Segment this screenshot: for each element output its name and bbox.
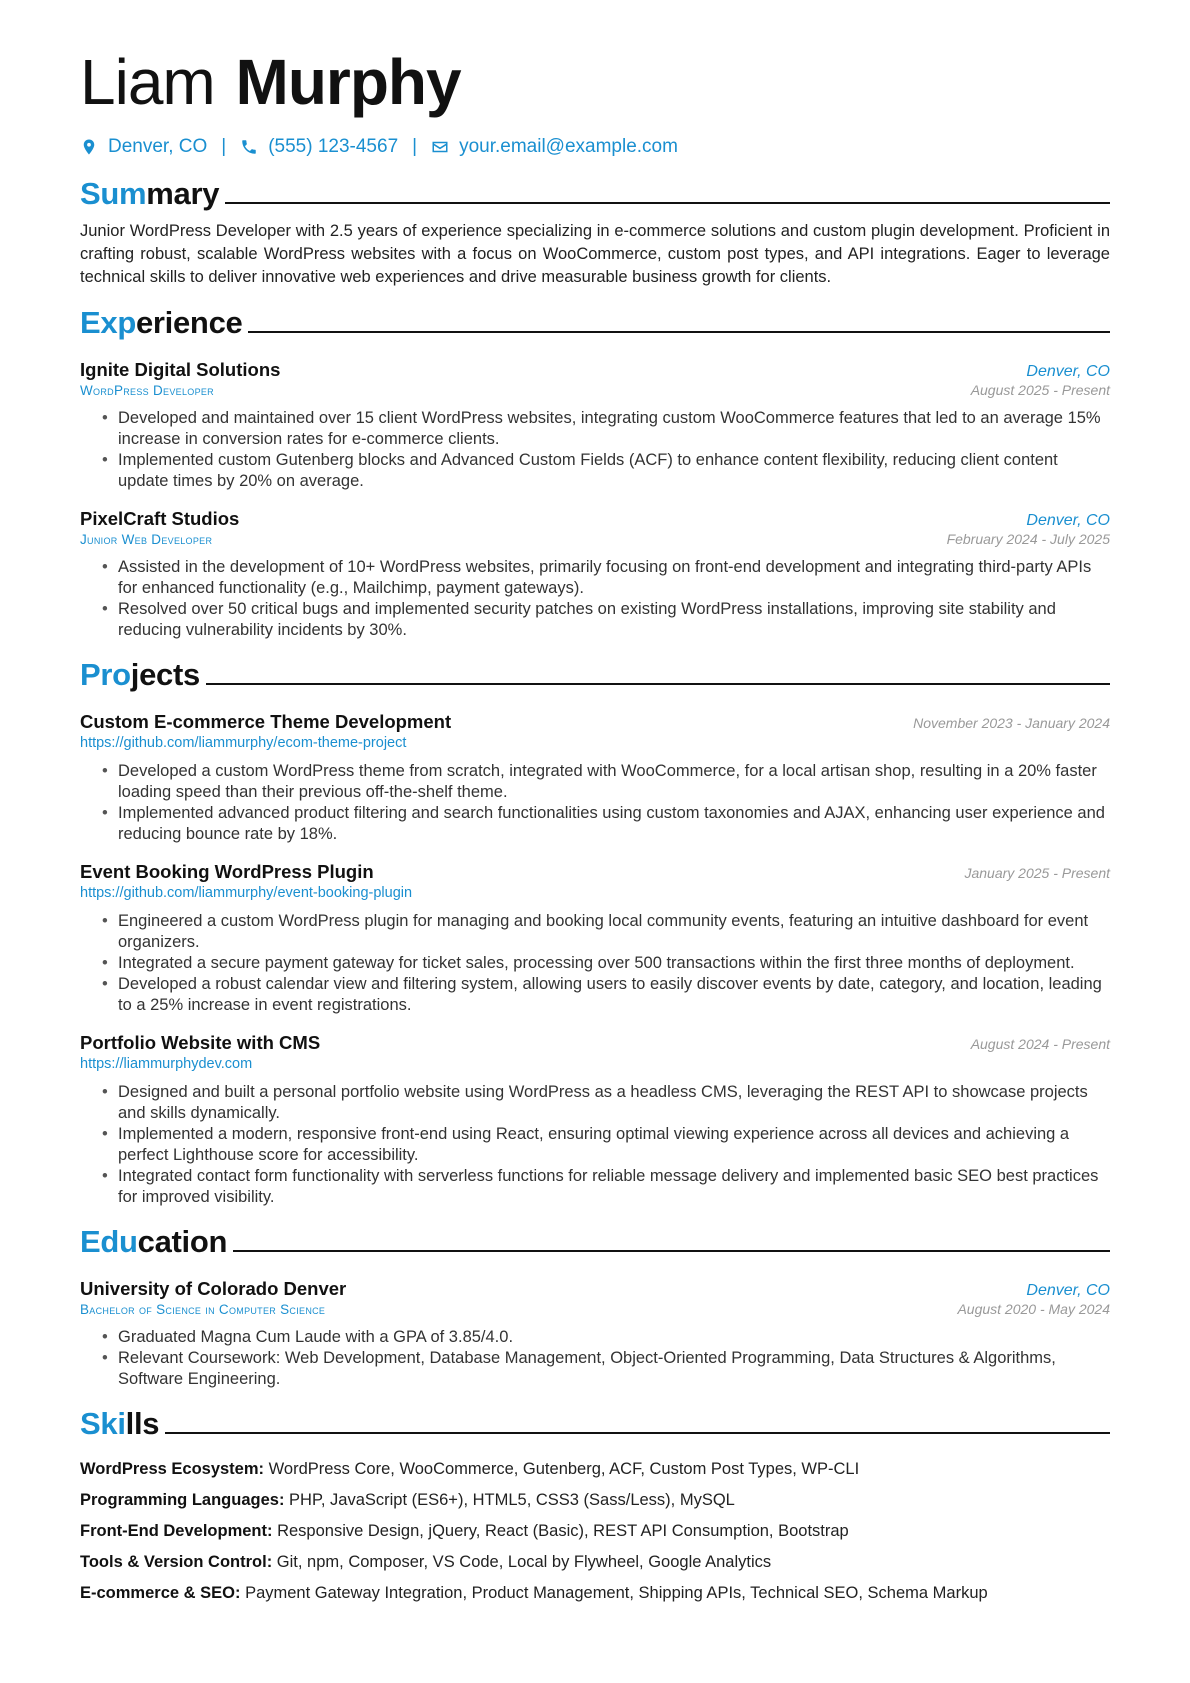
skill-category: Programming Languages:	[80, 1491, 285, 1509]
job-role: Junior Web Developer	[80, 532, 213, 547]
skill-values: Git, npm, Composer, VS Code, Local by Flywheel, Google Analytics	[276, 1553, 772, 1571]
list-item: • Implemented a modern, responsive front-end using React, ensuring optimal viewing experience across all devices and achieving a perfect Lighthouse score for accessibility.	[118, 1124, 1110, 1166]
project-entry	[80, 1032, 1110, 1208]
project-dates: August 2024 - Present	[970, 1036, 1110, 1052]
company-name: PixelCraft Studios	[80, 508, 240, 529]
experience-entry	[80, 359, 1110, 492]
title-accent: Pro	[80, 657, 131, 692]
project-entry	[80, 861, 1110, 1016]
summary-text: Junior WordPress Developer with 2.5 years of experience specializing in e-commerce solutions and custom plugin development. Proficient in crafting robust, scalable WordPress websites with a focus on WooCommerce, custom post types, and API integrations. Eager to leverage technical skills to deliver innovative web experiences and drive measurable business growth for clients.	[80, 222, 1110, 286]
contact-phone[interactable]	[240, 136, 398, 158]
title-rest: mary	[146, 176, 220, 211]
project-entry	[80, 711, 1110, 845]
degree: Bachelor of Science in Computer Science	[80, 1302, 326, 1317]
project-bullets	[80, 761, 1110, 845]
list-item: • Developed and maintained over 15 client WordPress websites, integrating custom WooCommerce features that led to an average 15% increase in conversion rates for e-commerce clients.	[118, 408, 1110, 450]
project-dates: January 2025 - Present	[964, 865, 1110, 881]
job-location: Denver, CO	[1026, 512, 1110, 529]
projects-heading	[80, 655, 1110, 693]
skill-line	[80, 1547, 1110, 1578]
company-name: Ignite Digital Solutions	[80, 359, 281, 380]
list-item: • Engineered a custom WordPress plugin for managing and booking local community events, featuring an intuitive dashboard for event organizers.	[118, 911, 1110, 953]
list-item: • Graduated Magna Cum Laude with a GPA of 3.85/4.0.	[118, 1327, 1110, 1348]
skill-line	[80, 1578, 1110, 1609]
section-rule	[248, 331, 1110, 333]
skill-values: PHP, JavaScript (ES6+), HTML5, CSS3 (Sass/Less), MySQL	[289, 1491, 735, 1509]
contact-email[interactable]	[431, 136, 678, 158]
school-name: University of Colorado Denver	[80, 1278, 347, 1299]
project-bullets	[80, 1082, 1110, 1208]
section-rule	[225, 202, 1110, 204]
section-title	[80, 305, 242, 341]
skill-category: WordPress Ecosystem:	[80, 1460, 265, 1478]
candidate-name	[80, 42, 1110, 122]
job-location: Denver, CO	[1026, 363, 1110, 380]
school-location: Denver, CO	[1026, 1282, 1110, 1299]
skill-values: Responsive Design, jQuery, React (Basic), REST API Consumption, Bootstrap	[277, 1522, 849, 1540]
title-rest: erience	[135, 305, 243, 340]
project-name: Event Booking WordPress Plugin	[80, 861, 374, 882]
section-title	[80, 176, 219, 212]
map-pin-icon	[80, 137, 98, 157]
envelope-icon	[431, 137, 449, 157]
project-bullets	[80, 911, 1110, 1016]
title-rest: jects	[130, 657, 200, 692]
education-entry	[80, 1278, 1110, 1390]
contact-location	[80, 136, 207, 158]
skill-line	[80, 1516, 1110, 1547]
first-name: Liam	[80, 46, 215, 118]
job-dates: August 2025 - Present	[970, 382, 1110, 398]
section-rule	[165, 1432, 1110, 1434]
list-item: • Implemented custom Gutenberg blocks and Advanced Custom Fields (ACF) to enhance content flexibility, reducing client content update times by 20% on average.	[118, 450, 1110, 492]
list-item: • Implemented advanced product filtering and search functionalities using custom taxonomies and AJAX, enhancing user experience and reducing bounce rate by 18%.	[118, 803, 1110, 845]
skills-heading	[80, 1404, 1110, 1442]
education-dates: August 2020 - May 2024	[957, 1301, 1110, 1317]
skill-category: Tools & Version Control:	[80, 1553, 273, 1571]
skill-values: WordPress Core, WooCommerce, Gutenberg, ACF, Custom Post Types, WP-CLI	[268, 1460, 860, 1478]
skill-line	[80, 1454, 1110, 1485]
phone-icon	[240, 137, 258, 157]
project-link[interactable]: https://liammurphydev.com	[80, 1056, 253, 1072]
section-title	[80, 1406, 159, 1442]
job-dates: February 2024 - July 2025	[946, 531, 1110, 547]
contact-separator: |	[412, 136, 418, 157]
location-text: Denver, CO	[108, 136, 208, 157]
section-rule	[206, 683, 1110, 685]
project-name: Portfolio Website with CMS	[80, 1032, 321, 1053]
education-heading	[80, 1222, 1110, 1260]
skills-list	[80, 1454, 1110, 1609]
skill-line	[80, 1485, 1110, 1516]
job-role: WordPress Developer	[80, 383, 214, 398]
list-item: • Designed and built a personal portfolio website using WordPress as a headless CMS, leveraging the REST API to showcase projects and skills dynamically.	[118, 1082, 1110, 1124]
project-link[interactable]: https://github.com/liammurphy/ecom-theme-project	[80, 735, 407, 751]
title-rest: lls	[125, 1406, 160, 1441]
summary-heading	[80, 174, 1110, 212]
section-title	[80, 657, 200, 693]
title-accent: Sum	[80, 176, 147, 211]
experience-heading	[80, 303, 1110, 341]
title-accent: Ski	[80, 1406, 126, 1441]
title-rest: cation	[137, 1224, 228, 1259]
education-bullets	[80, 1327, 1110, 1390]
list-item: • Integrated a secure payment gateway for ticket sales, processing over 500 transactions within the first three months of deployment.	[118, 953, 1110, 974]
email-text: your.email@example.com	[459, 136, 678, 157]
list-item: • Assisted in the development of 10+ WordPress websites, primarily focusing on front-end development and integrating third-party APIs for enhanced functionality (e.g., Mailchimp, payment gateways).	[118, 557, 1110, 599]
skill-values: Payment Gateway Integration, Product Management, Shipping APIs, Technical SEO, Schema Markup	[245, 1584, 988, 1602]
skill-category: Front-End Development:	[80, 1522, 273, 1540]
title-accent: Edu	[80, 1224, 138, 1259]
section-rule	[233, 1250, 1110, 1252]
contact-bar	[80, 134, 1110, 160]
project-link[interactable]: https://github.com/liammurphy/event-booking-plugin	[80, 885, 413, 901]
contact-separator: |	[221, 136, 227, 157]
phone-text: (555) 123-4567	[268, 136, 399, 157]
title-accent: Exp	[80, 305, 136, 340]
list-item: • Developed a robust calendar view and filtering system, allowing users to easily discover events by date, category, and location, leading to a 25% increase in event registrations.	[118, 974, 1110, 1016]
job-bullets	[80, 557, 1110, 641]
list-item: • Relevant Coursework: Web Development, Database Management, Object-Oriented Programming, Data Structures & Algorithms, Software Engineering.	[118, 1348, 1110, 1390]
list-item: • Integrated contact form functionality with serverless functions for reliable message delivery and implemented basic SEO best practices for improved visibility.	[118, 1166, 1110, 1208]
list-item: • Developed a custom WordPress theme from scratch, integrated with WooCommerce, for a local artisan shop, resulting in a 20% faster loading speed than their previous off-the-shelf theme.	[118, 761, 1110, 803]
job-bullets	[80, 408, 1110, 492]
project-dates: November 2023 - January 2024	[913, 715, 1110, 731]
last-name: Murphy	[235, 46, 461, 118]
list-item: • Resolved over 50 critical bugs and implemented security patches on existing WordPress installations, improving site stability and reducing vulnerability incidents by 30%.	[118, 599, 1110, 641]
experience-entry	[80, 508, 1110, 641]
skill-category: E-commerce & SEO:	[80, 1584, 241, 1602]
project-name: Custom E-commerce Theme Development	[80, 711, 452, 732]
section-title	[80, 1224, 227, 1260]
